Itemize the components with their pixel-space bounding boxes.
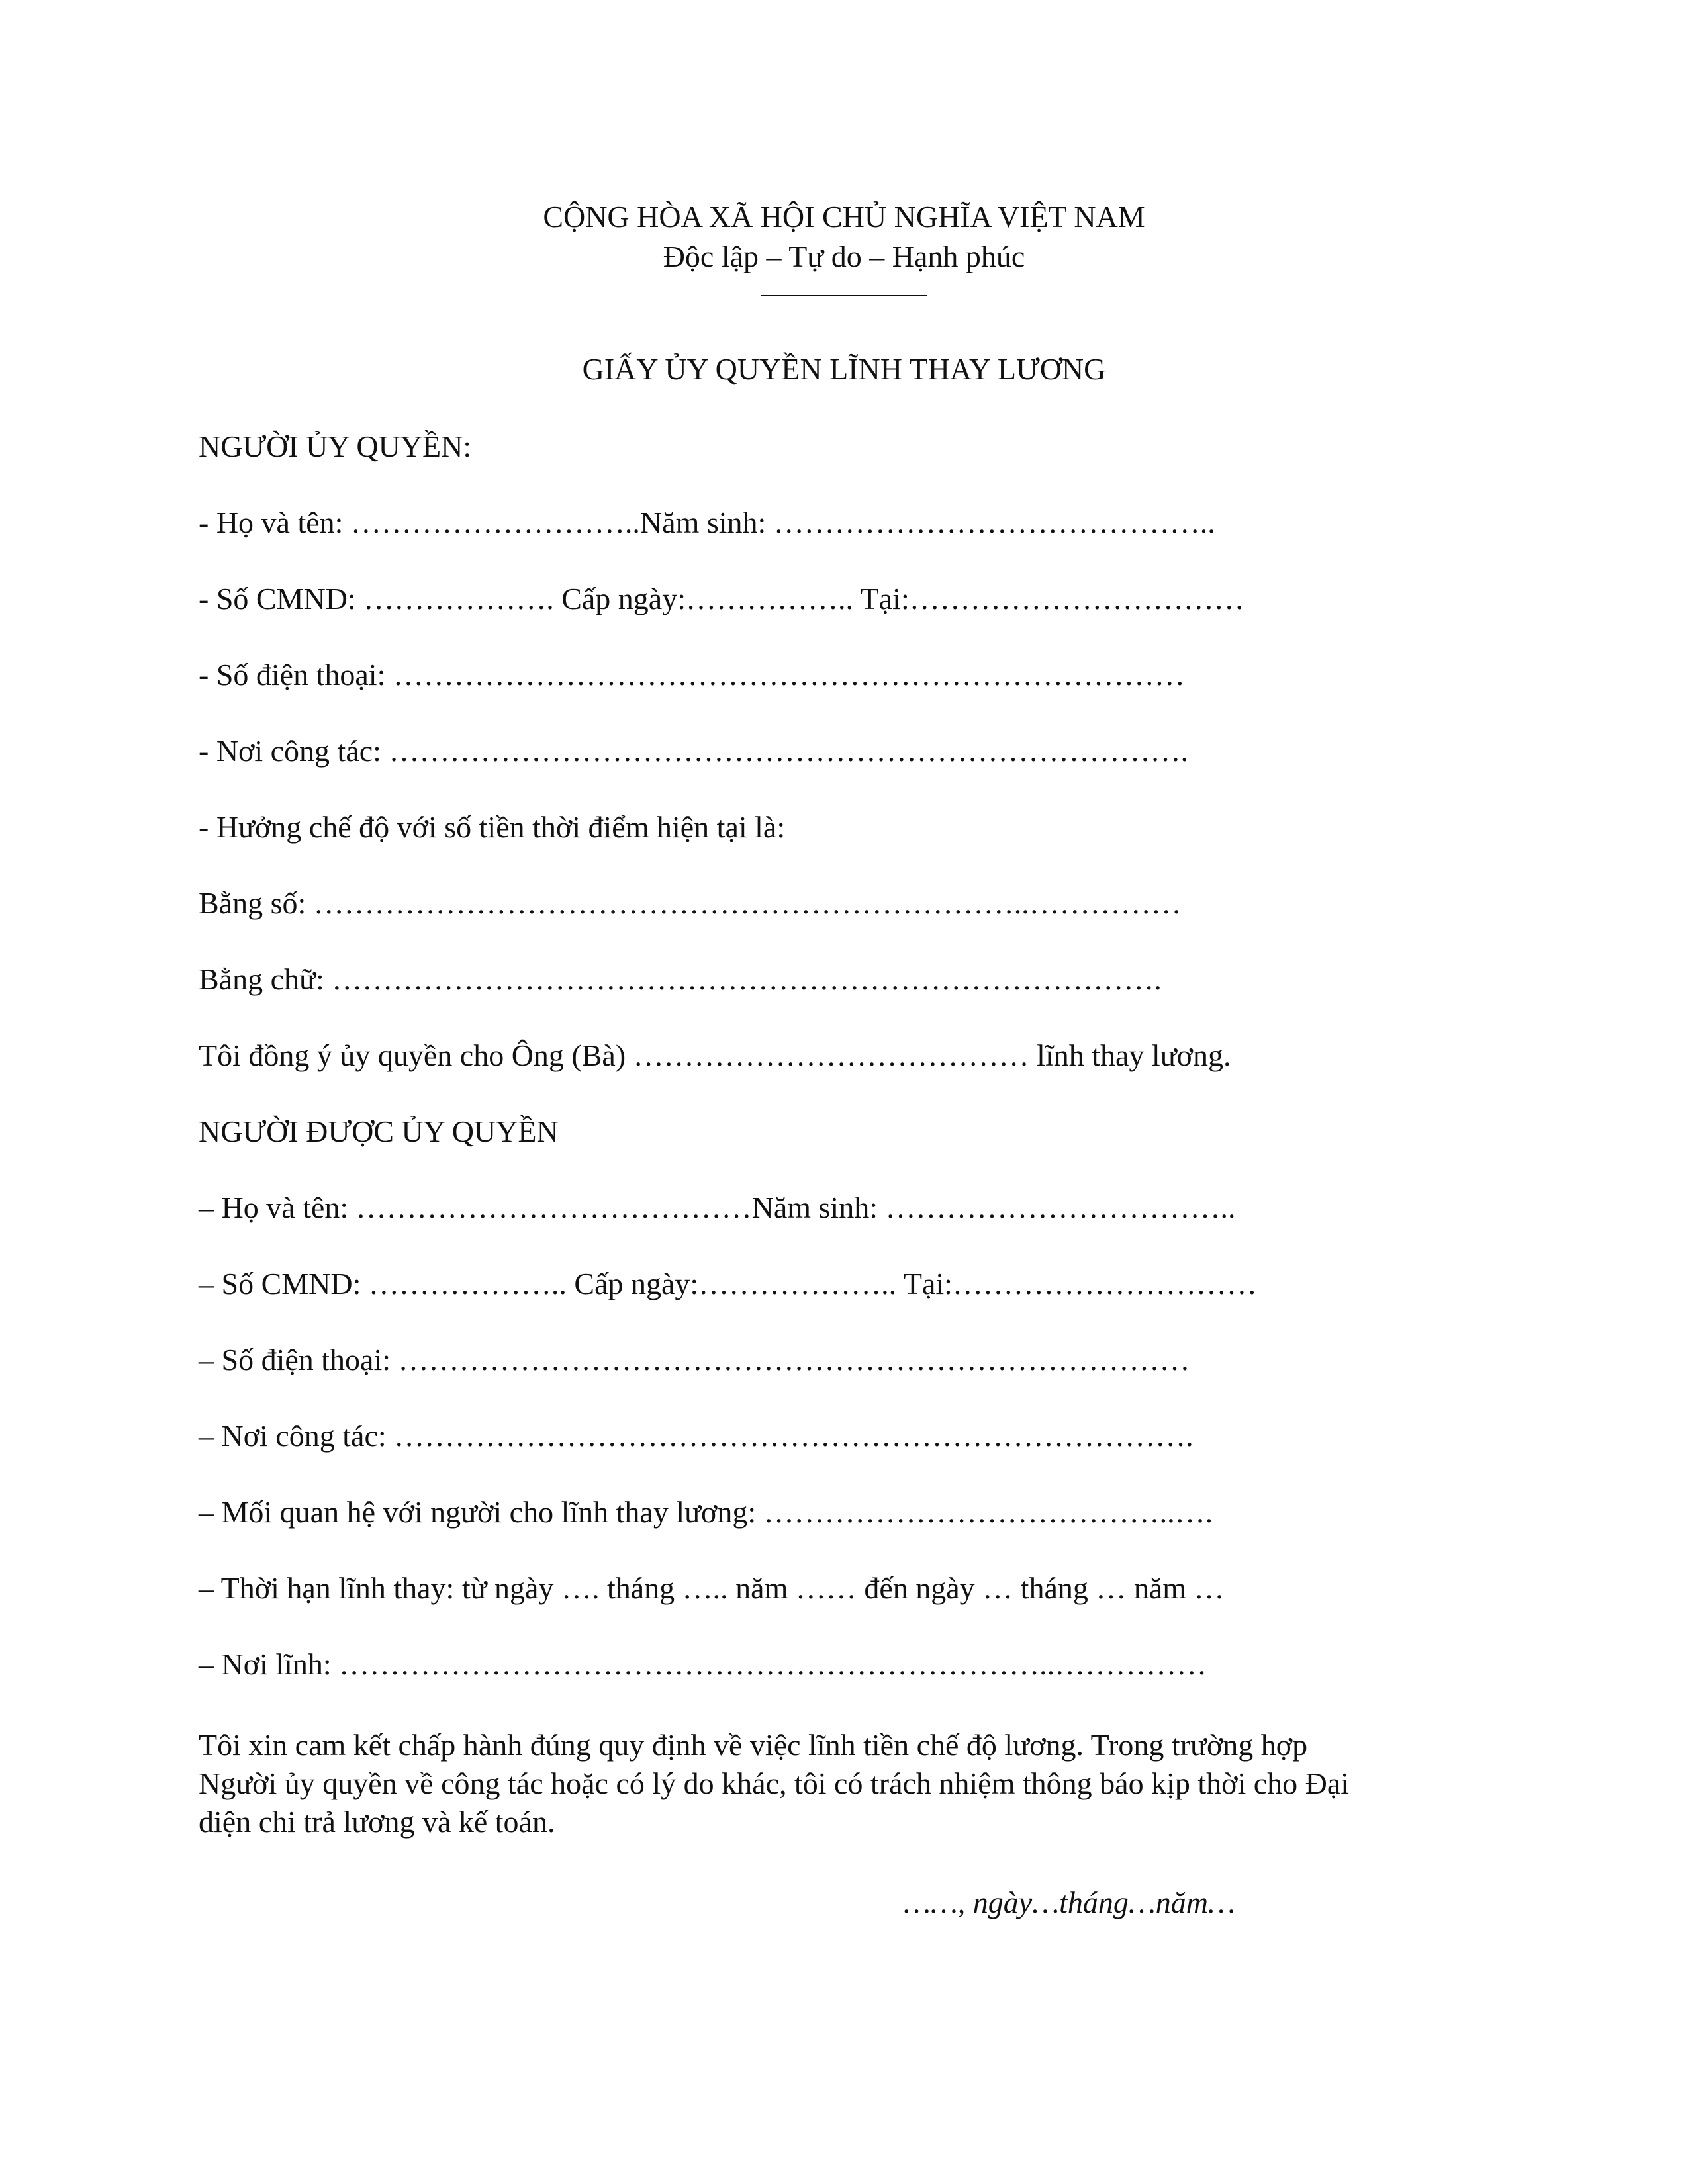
document-title: GIẤY ỦY QUYỀN LĨNH THAY LƯƠNG [582, 352, 1106, 386]
grantee-relation-line: – Mối quan hệ với người cho lĩnh thay lương: …………………………………..…. [199, 1495, 1213, 1529]
commitment-line-3: diện chi trả lương và kế toán. [199, 1805, 555, 1839]
grantee-place-line: – Nơi lĩnh: ……………………………………………………………..…………… [199, 1647, 1207, 1681]
grantor-id-line: - Số CMND: ………………. Cấp ngày:…………….. Tại:…………………………… [199, 582, 1244, 615]
motto: Độc lập – Tự do – Hạnh phúc [663, 240, 1025, 273]
commitment-paragraph [199, 1726, 1489, 1841]
country-header: CỘNG HÒA XÃ HỘI CHỦ NGHĨA VIỆT NAM [543, 200, 1145, 234]
commitment-line-2: Người ủy quyền về công tác hoặc có lý do khác, tôi có trách nhiệm thông báo kịp thời cho Đại [199, 1766, 1350, 1800]
commitment-line-1: Tôi xin cam kết chấp hành đúng quy định về việc lĩnh tiền chế độ lương. Trong trường hợp [199, 1728, 1308, 1762]
consent-line: Tôi đồng ý ủy quyền cho Ông (Bà) ………………………………… lĩnh thay lương. [199, 1038, 1231, 1072]
grantee-phone-line: – Số điện thoại: …………………………………………………………………… [199, 1343, 1190, 1377]
grantee-id-line: – Số CMND: ……………….. Cấp ngày:……………….. Tại:………………………… [199, 1267, 1257, 1300]
grantee-heading: NGƯỜI ĐƯỢC ỦY QUYỀN [199, 1115, 559, 1148]
grantor-workplace-line: - Nơi công tác: ……………………………………………………………………. [199, 734, 1188, 768]
grantee-name-line: – Họ và tên: …………………………………Năm sinh: …………………………….. [199, 1191, 1236, 1224]
grantee-workplace-line: – Nơi công tác: ……………………………………………………………………. [199, 1419, 1194, 1453]
grantee-period-line: – Thời hạn lĩnh thay: từ ngày …. tháng ….. năm …… đến ngày … tháng … năm … [199, 1571, 1225, 1605]
header-divider [761, 295, 927, 296]
amount-words-line: Bằng chữ: ………………………………………………………………………. [199, 962, 1162, 996]
grantor-heading: NGƯỜI ỦY QUYỀN: [199, 430, 472, 463]
grantor-name-line: - Họ và tên: ………………………..Năm sinh: …………………………………….. [199, 506, 1215, 539]
grantor-phone-line: - Số điện thoại: …………………………………………………………………… [199, 658, 1185, 692]
amount-number-line: Bằng số: ……………………………………………………………..…………… [199, 886, 1182, 920]
date-line: ……, ngày…tháng…năm… [904, 1886, 1235, 1919]
grantor-benefit-line: - Hưởng chế độ với số tiền thời điểm hiện tại là: [199, 810, 786, 844]
